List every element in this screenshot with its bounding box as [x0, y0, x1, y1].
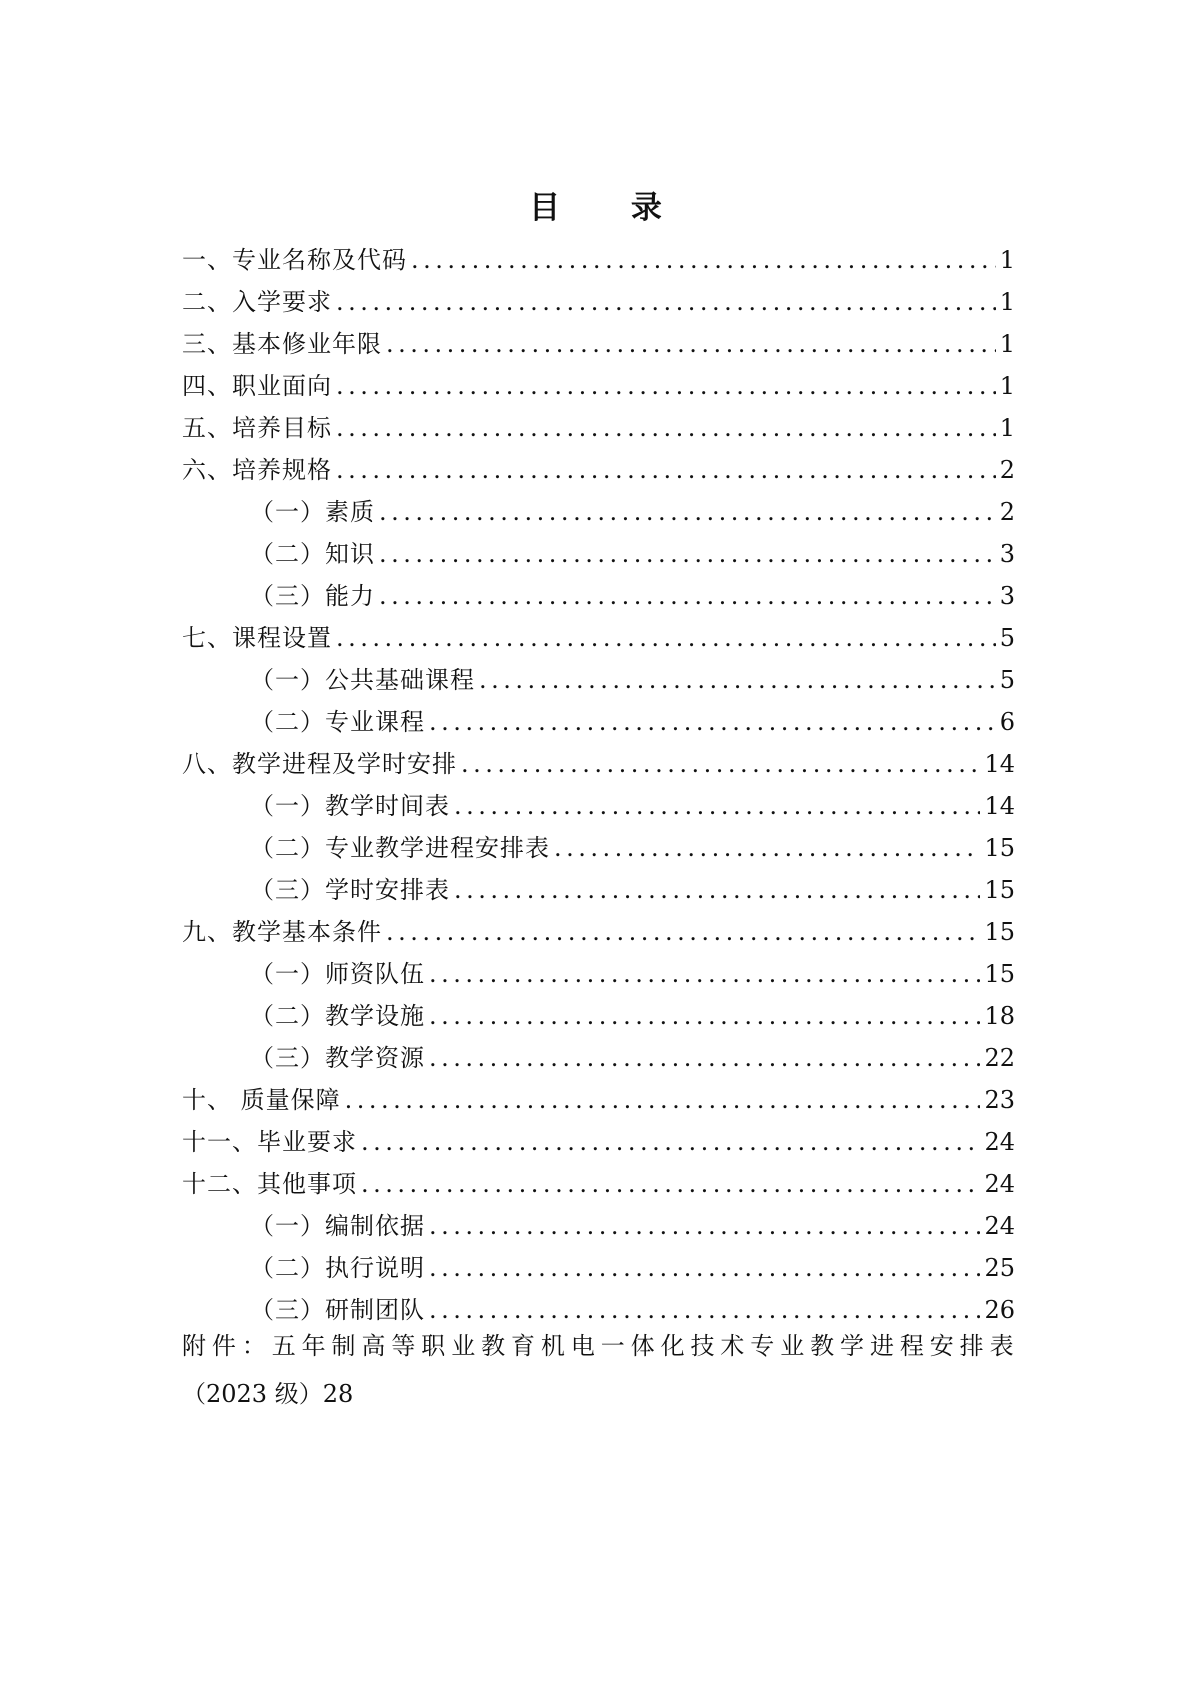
toc-dot-leader [386, 329, 996, 359]
toc-entry-page-number: 3 [999, 540, 1015, 568]
toc-dot-leader [429, 1001, 980, 1031]
toc-dot-leader [429, 1211, 980, 1241]
toc-entry-page-number: 23 [984, 1086, 1015, 1114]
toc-entry-page-number: 6 [999, 708, 1015, 736]
toc-entry-text: （二）教学设施 [250, 1002, 425, 1030]
toc-entry-page-number: 24 [984, 1170, 1015, 1198]
toc-dot-leader [361, 1169, 980, 1199]
toc-entry[interactable] [182, 737, 1015, 779]
toc-entry[interactable] [182, 989, 1015, 1031]
toc-dot-leader [429, 1295, 980, 1325]
toc-entry-text: 附件：五年制高等职业教育机电一体化技术专业教学进程安排表 [182, 1332, 1015, 1360]
toc-entry-page-number: 1 [999, 414, 1015, 442]
toc-dot-leader [379, 497, 996, 527]
toc-entry-page-number: 14 [984, 792, 1015, 820]
toc-entry-text: 十一、毕业要求 [182, 1128, 357, 1156]
toc-entry[interactable] [182, 317, 1015, 359]
toc-entry-attachment[interactable] [182, 1325, 1015, 1409]
toc-entry[interactable] [182, 905, 1015, 947]
toc-entry-page-number: 15 [984, 918, 1015, 946]
toc-dot-leader [429, 707, 996, 737]
toc-dot-leader [336, 287, 996, 317]
toc-entry[interactable] [182, 947, 1015, 989]
toc-entry-page-number: 28 [322, 1380, 354, 1408]
toc-entry-page-number: 15 [984, 876, 1015, 904]
toc-entry-page-number: 1 [999, 288, 1015, 316]
toc-entry-page-number: 1 [999, 246, 1015, 274]
toc-dot-leader [379, 581, 996, 611]
toc-entry-page-number: 24 [984, 1128, 1015, 1156]
toc-entry-text: （2023 级） [182, 1380, 323, 1408]
toc-dot-leader [336, 371, 996, 401]
toc-dot-leader [429, 1043, 980, 1073]
toc-entry-page-number: 3 [999, 582, 1015, 610]
toc-entry-text: 八、教学进程及学时安排 [182, 750, 457, 778]
toc-dot-leader [411, 245, 996, 275]
toc-entry[interactable] [182, 653, 1015, 695]
toc-entry-text: （一）素质 [250, 498, 375, 526]
toc-entry-text: （一）编制依据 [250, 1212, 425, 1240]
toc-entry-text: 一、专业名称及代码 [182, 246, 407, 274]
toc-entry-page-number: 25 [984, 1254, 1015, 1282]
toc-entry-text: 五、培养目标 [182, 414, 332, 442]
toc-entry[interactable] [182, 233, 1015, 275]
toc-entry-page-number: 15 [984, 960, 1015, 988]
toc-dot-leader [429, 1253, 980, 1283]
toc-entry-page-number: 5 [999, 666, 1015, 694]
toc-entry[interactable] [182, 1031, 1015, 1073]
toc-dot-leader [461, 749, 980, 779]
toc-dot-leader [336, 623, 996, 653]
toc-entry[interactable] [182, 863, 1015, 905]
toc-dot-leader [379, 539, 996, 569]
toc-entry[interactable] [182, 275, 1015, 317]
toc-title: 目 录 [529, 190, 692, 226]
toc-entry[interactable] [182, 1157, 1015, 1199]
toc-dot-leader [454, 875, 980, 905]
toc-entry[interactable] [182, 401, 1015, 443]
toc-entry-text: （三）能力 [250, 582, 375, 610]
toc-dot-leader [554, 833, 980, 863]
toc-entry-text: （一）公共基础课程 [250, 666, 475, 694]
toc-entry-text: （三）教学资源 [250, 1044, 425, 1072]
toc-dot-leader [345, 1085, 981, 1115]
toc-entry-text: （二）知识 [250, 540, 375, 568]
toc-dot-leader [429, 959, 980, 989]
toc-entry-page-number: 2 [999, 456, 1015, 484]
toc-entry-page-number: 5 [999, 624, 1015, 652]
toc-dot-leader [336, 413, 996, 443]
toc-dot-leader [336, 455, 996, 485]
toc-entry[interactable] [182, 779, 1015, 821]
toc-entry-text: 三、基本修业年限 [182, 330, 382, 358]
toc-entry-text: 十二、其他事项 [182, 1170, 357, 1198]
toc-dot-leader [479, 665, 996, 695]
toc-entry[interactable] [182, 359, 1015, 401]
toc-entry-text: （三）研制团队 [250, 1296, 425, 1324]
toc-dot-leader [454, 791, 980, 821]
toc-entry-page-number: 1 [999, 330, 1015, 358]
toc-entry-text: 十、 质量保障 [182, 1086, 341, 1114]
toc-entry[interactable] [182, 1283, 1015, 1325]
toc-entry-text: （二）执行说明 [250, 1254, 425, 1282]
toc-entry[interactable] [182, 1199, 1015, 1241]
toc-entry-text: 六、培养规格 [182, 456, 332, 484]
toc-entry[interactable] [182, 1241, 1015, 1283]
toc-entry-page-number: 26 [984, 1296, 1015, 1324]
table-of-contents [182, 233, 1015, 1409]
toc-dot-leader [386, 917, 980, 947]
toc-entry-page-number: 18 [984, 1002, 1015, 1030]
toc-entry-page-number: 15 [984, 834, 1015, 862]
toc-entry[interactable] [182, 611, 1015, 653]
toc-entry[interactable] [182, 569, 1015, 611]
toc-entry-page-number: 14 [984, 750, 1015, 778]
toc-entry[interactable] [182, 1073, 1015, 1115]
toc-entry[interactable] [182, 443, 1015, 485]
toc-entry-text: （二）专业课程 [250, 708, 425, 736]
toc-entry-text: （一）教学时间表 [250, 792, 450, 820]
toc-entry-text: （三）学时安排表 [250, 876, 450, 904]
toc-entry[interactable] [182, 527, 1015, 569]
toc-entry-text: 九、教学基本条件 [182, 918, 382, 946]
toc-entry[interactable] [182, 695, 1015, 737]
toc-dot-leader [361, 1127, 980, 1157]
toc-entry-text: 七、课程设置 [182, 624, 332, 652]
toc-entry-text: （二）专业教学进程安排表 [250, 834, 550, 862]
toc-entry[interactable] [182, 821, 1015, 863]
toc-entry[interactable] [182, 485, 1015, 527]
toc-entry-text: （一）师资队伍 [250, 960, 425, 988]
toc-entry-text: 四、职业面向 [182, 372, 332, 400]
toc-entry[interactable] [182, 1115, 1015, 1157]
toc-entry-page-number: 22 [984, 1044, 1015, 1072]
toc-entry-page-number: 2 [999, 498, 1015, 526]
toc-entry-text: 二、入学要求 [182, 288, 332, 316]
toc-entry-page-number: 1 [999, 372, 1015, 400]
toc-entry-page-number: 24 [984, 1212, 1015, 1240]
